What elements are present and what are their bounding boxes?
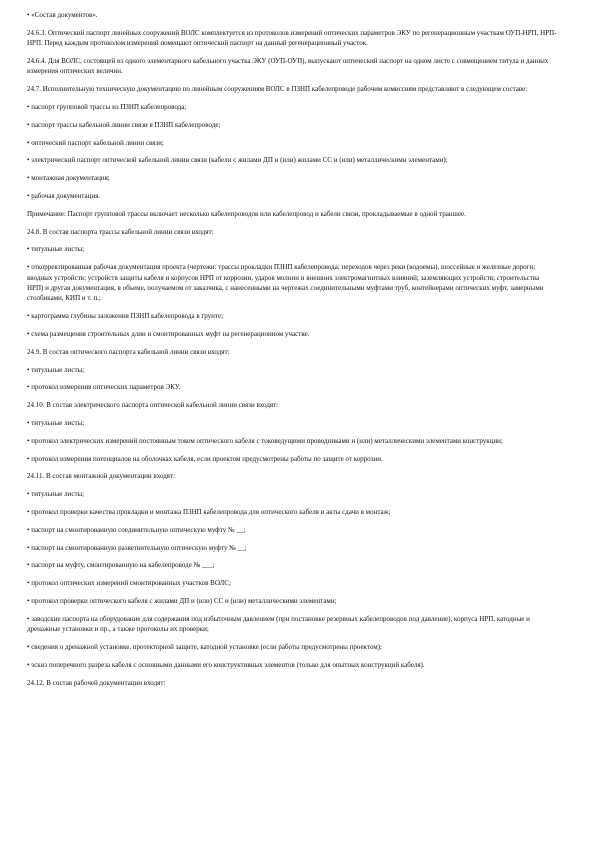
list-item: • эскиз поперечного разреза кабеля с основными данными его конструктивных элементов (только для опытных конструкций кабеля). [27, 660, 425, 669]
list-item: • паспорт на муфту, смонтированную на кабелепроводе № ___; [27, 561, 215, 570]
list-item: • откорректированная рабочая документация проекта (чертежи: трассы прокладки ПЗНП кабелепровода; переходов через реки (водоемы), шоссейные и железные дороги; вводных устройств; устройств защиты кабеля и корпусов НРП от коррозии, ударов молнии и внешних электромагнитных влияний; заземляющих устройств; строительства НРП) и другая документация, в объеме, получаемом от заказчика, с нанесенными на чертежах соединительными муфтами труб, контейнерами оптических муфт, замерными столбиками, КИП и т. п.; [27, 263, 544, 303]
list-item: 24.12. В состав рабочей документации входят: [27, 678, 166, 687]
section-heading: 24.8. В состав паспорта трассы кабельной линии связи входят: [27, 227, 214, 236]
list-item: • электрический паспорт оптической кабельной линии связи (кабели с жилами ДП и (или) жилами СС и (или) металлическими элементами); [27, 156, 448, 165]
list-item: • протокол проверки оптического кабеля с жилами ДП и (или) СС и (или) металлическими элементами; [27, 596, 337, 605]
list-item: • протокол измерения потенциалов на оболочках кабеля, если проектом предусмотрены работы по защите от коррозии. [27, 454, 383, 463]
note-paragraph: Примечание: Паспорт групповой трассы включает несколько кабелепроводов или кабелепровод и кабели связи, прокладываемые в одной траншее. [27, 209, 466, 218]
list-item: • титульные листы; [27, 365, 85, 374]
list-item: • картограмма глубины заложения ПЗНП кабелепровода в грунте; [27, 312, 224, 321]
list-item: • паспорт групповой трассы из ПЗНП кабелепровода; [27, 103, 187, 111]
list-item: • монтажная документация; [27, 174, 110, 183]
list-item: • сведения о дренажной установке, протекторной защите, катодной установке (если работы предусмотрены проектом); [27, 642, 382, 651]
list-item: • паспорт на смонтированную разветвительную оптическую муфту № __; [27, 543, 247, 552]
list-item: • заводские паспорта на оборудование для содержания под избыточным давлением (при постановке резервных кабелепроводов под давление), корпуса НРП, катодные и дренажные установки и пр., а также протоколы их проверки; [27, 614, 530, 634]
section-heading: 24.10. В состав электрического паспорта оптической кабельной линии связи входят: [27, 401, 279, 410]
text-paragraph: • «Состав документов». [27, 11, 98, 19]
list-item: • протокол измерения оптических параметров ЭКУ. [27, 383, 181, 392]
list-item: • паспорт трассы кабельной линии связи в ПЗНП кабелепроводе; [27, 120, 221, 129]
list-item: • рабочая документация. [27, 191, 101, 200]
list-item: • титульные листы; [27, 245, 85, 254]
list-item: • протокол оптических измерений смонтированных участков ВОЛС; [27, 579, 231, 588]
list-item: • протокол проверки качества прокладки и монтажа ПЗНП кабелепровода для оптического кабеля и акты сдачи в монтаж; [27, 507, 391, 516]
text-paragraph: 24.7. Исполнительную техническую документацию по линейным сооружениям ВОЛС в ПЗНП кабелепроводе рабочим комиссиям представляют в следующем составе: [27, 85, 528, 94]
list-item: • титульные листы; [27, 490, 85, 499]
list-item: • протокол электрических измерений постоянным током оптического кабеля с токоведущими проводниками и (или) металлическими элементами конструкции; [27, 436, 503, 445]
section-heading: 24.9. В состав оптического паспорта кабельной линии связи входят: [27, 347, 230, 356]
list-item: • паспорт на смонтированную соединительную оптическую муфту № __; [27, 525, 246, 534]
list-item: • титульные листы; [27, 418, 85, 427]
list-item: • оптический паспорт кабельной линии связи; [27, 138, 164, 147]
section-heading: 24.11. В состав монтажной документации входят: [27, 472, 176, 481]
list-item: • схема размещения строительных длин и смонтированных муфт на регенерационном участке. [27, 329, 310, 338]
text-paragraph: 24.6.4. Для ВОЛС, состоящей из одного элементарного кабельного участка ЭКУ (ОУП-ОУП), выпускают оптический паспорт на одном листе с совмещением титула и данных измерения оптических величин. [27, 57, 549, 76]
text-paragraph: 24.6.3. Оптический паспорт линейных сооружений ВОЛС комплектуется из протоколов измерений оптических параметров ЭКУ по регенерационным участкам ОУП-НРП, НРП-НРП. Перед каждым протоколом измерений помещают оптический паспорт на данный регенерационный участок. [27, 28, 557, 48]
